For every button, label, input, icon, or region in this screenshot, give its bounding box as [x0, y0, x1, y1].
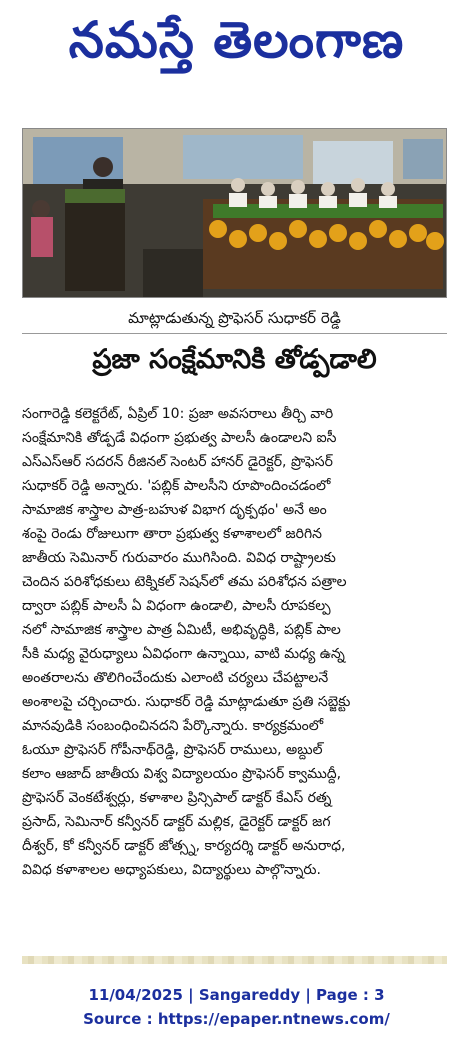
- article-headline: [22, 340, 447, 386]
- article-line: ఓయూ ప్రొఫెసర్ గోపీనాథ్‌రెడ్డి, ప్రొఫెసర్ రాములు, అబ్దుల్: [22, 742, 323, 758]
- photo-caption: [22, 306, 447, 334]
- article-line: అంతరాలను తొలిగించేందుకు ఎలాంటి చర్యలు చేపట్టాలనే: [22, 670, 329, 686]
- article-line: జాతీయ సెమినార్ గురువారం ముగిసింది. వివిధ రాష్ట్రాలకు: [22, 550, 336, 566]
- article-line: మానవుడికి సంబంధించినదని పేర్కొన్నారు. కార్యక్రమంలో: [22, 718, 324, 734]
- article-line: సీకి మధ్య వైరుధ్యాలు ఏవిధంగా ఉన్నాయి, వాటి మధ్య ఉన్న: [22, 646, 345, 662]
- article-line: చెందిన పరిశోధకులు టెక్నికల్ సెషన్‌లో తమ పరిశోధన పత్రాల: [22, 574, 347, 590]
- article-line: శంపై రెండు రోజులుగా తారా ప్రభుత్వ కళాశాలలో జరిగిన: [22, 526, 322, 542]
- article-line: వివిధ కళాశాలల అధ్యాపకులు, విద్యార్థులు పాల్గొన్నారు.: [22, 862, 321, 878]
- masthead: [0, 0, 473, 92]
- article-line: ప్రొఫెసర్ వెంకటేశ్వర్లు, కళాశాల ప్రిన్సిపాల్ డాక్టర్ కేఎస్ రత్న: [22, 790, 332, 806]
- seminar-photo-illustration: [23, 129, 447, 298]
- article-line: సంక్షేమానికి తోడ్పడే విధంగా ప్రభుత్వ పాలసీ ఉండాలని ఐసీ: [22, 430, 337, 446]
- article-line: దీశ్వర్, కో కన్వీనర్ డాక్టర్ జోత్స్న, కార్యదర్శి డాక్టర్ అనురాధ,: [22, 838, 346, 854]
- headline-text: ప్రజా సంక్షేమానికి తోడ్పడాలి: [92, 344, 377, 375]
- article-line: కలాం ఆజాద్ జాతీయ విశ్వ విద్యాలయం ప్రొఫెసర్ క్వాముద్దీ,: [22, 766, 342, 782]
- news-photo: [22, 128, 447, 298]
- newspaper-title: నమస్తే తెలంగాణ: [68, 10, 405, 69]
- cropped-previous-line: [24, 96, 444, 108]
- article-body: [22, 402, 447, 950]
- article-line: ద్వారా పబ్లిక్ పాలసీ ఏ విధంగా ఉండాలి, పాలసీ రూపకల్ప: [22, 598, 331, 614]
- edition-info: 11/04/2025 | Sangareddy | Page : 3: [88, 986, 385, 1004]
- article-line: ఎస్ఎస్ఆర్ సదరన్ రీజినల్ సెంటర్ హానర్ డైరెక్టర్, ప్రొఫెసర్: [22, 454, 333, 470]
- article-line: ప్రసాద్, సెమినార్ కన్వీనర్ డాక్టర్ మల్లిక, డైరెక్టర్ డాక్టర్ జగ: [22, 814, 331, 830]
- article-line: సామాజిక శాస్త్రాల పాత్ర-బహుళ విభాగ దృక్పథం' అనే అం: [22, 502, 327, 518]
- article-line: సంగారెడ్డి కలెక్టరేట్, ఏప్రిల్ 10: ప్రజా అవసరాలు తీర్చి వారి: [22, 406, 334, 422]
- article-line: అంశాలపై చర్చించారు. సుధాకర్ రెడ్డి మాట్లాడుతూ ప్రతి సబ్జెక్టు: [22, 694, 351, 710]
- source-link[interactable]: Source : https://epaper.ntnews.com/: [83, 1010, 390, 1028]
- cropped-image-strip: [22, 956, 447, 964]
- photo-caption-text: మాట్లాడుతున్న ప్రొఫెసర్ సుధాకర్ రెడ్డి: [128, 308, 341, 327]
- article-line: సుధాకర్ రెడ్డి అన్నారు. 'పబ్లిక్ పాలసీని రూపొందించడంలో: [22, 478, 331, 494]
- article-line: నలో సామాజిక శాస్త్రాల పాత్ర ఏమిటీ, అభివృద్ధికి, పబ్లిక్ పాల: [22, 622, 341, 638]
